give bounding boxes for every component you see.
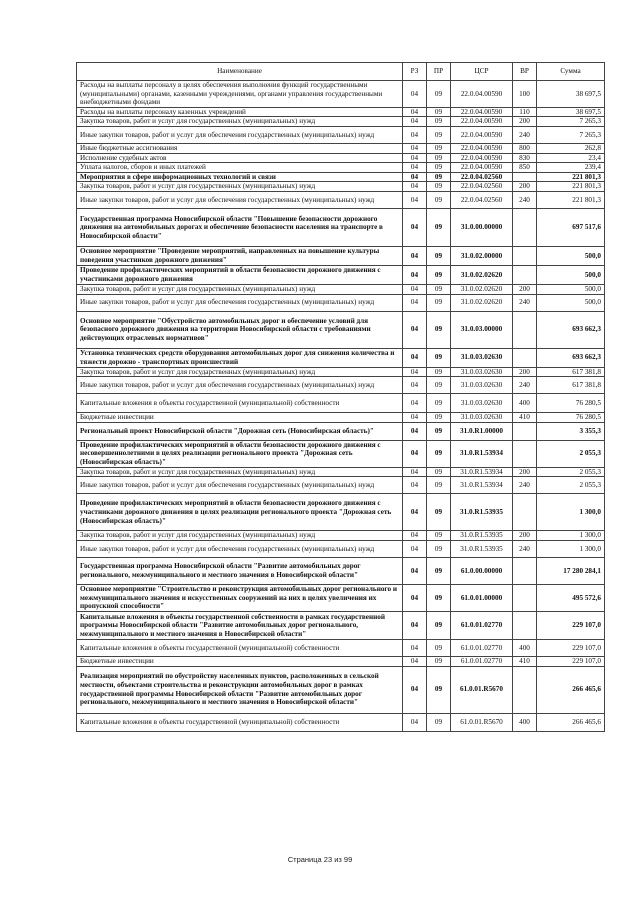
cell-csr: 61.0.01.02770 <box>451 639 513 656</box>
cell-csr: 22.0.04.02560 <box>451 182 513 192</box>
cell-name: Государственная программа Новосибирской области "Повышение безопасности дорожного движения на автомобильных дорогах и обеспечение безопасности населения на транспорте в Новосибирской области" <box>77 208 403 246</box>
table-row <box>77 440 605 467</box>
table-row <box>77 294 605 311</box>
cell-vr <box>513 311 537 348</box>
cell-name: Закупка товаров, работ и услуг для государственных (муниципальных) нужд <box>77 182 403 192</box>
cell-name: Капитальные вложения в объекты государственной (муниципальной) собственности <box>77 394 403 413</box>
cell-csr: 31.0.R1.53934 <box>451 477 513 494</box>
cell-sum: 617 381,8 <box>537 367 605 377</box>
cell-sum: 1 300,0 <box>537 540 605 557</box>
cell-name: Закупка товаров, работ и услуг для государственных (муниципальных) нужд <box>77 117 403 127</box>
cell-csr: 31.0.02.02620 <box>451 265 513 284</box>
cell-name: Закупка товаров, работ и услуг для государственных (муниципальных) нужд <box>77 467 403 477</box>
cell-pr: 09 <box>427 311 451 348</box>
table-row <box>77 208 605 246</box>
cell-csr: 31.0.R1.53934 <box>451 467 513 477</box>
cell-sum: 266 465,6 <box>537 666 605 713</box>
cell-csr: 22.0.04.00590 <box>451 126 513 143</box>
cell-rz: 04 <box>403 584 427 611</box>
cell-name: Проведение профилактических мероприятий в области безопасности дорожного движения с участниками дорожного движения <box>77 265 403 284</box>
cell-csr: 61.0.01.02770 <box>451 611 513 639</box>
cell-csr: 22.0.04.02560 <box>451 191 513 208</box>
cell-sum: 1 300,0 <box>537 531 605 541</box>
cell-pr: 09 <box>427 440 451 467</box>
cell-sum: 38 697,5 <box>537 107 605 117</box>
cell-csr: 31.0.03.02630 <box>451 377 513 394</box>
cell-csr: 31.0.R1.53935 <box>451 494 513 531</box>
cell-csr: 31.0.03.02630 <box>451 413 513 423</box>
cell-rz: 04 <box>403 163 427 173</box>
table-row <box>77 531 605 541</box>
cell-csr: 22.0.04.02560 <box>451 172 513 182</box>
cell-name: Установка технических средств оборудования автомобильных дорог для снижения количества и тяжести дорожно - транспортных происшествий <box>77 348 403 367</box>
table-row <box>77 584 605 611</box>
cell-rz: 04 <box>403 153 427 163</box>
cell-pr: 09 <box>427 540 451 557</box>
cell-name: Капитальные вложения в объекты государственной (муниципальной) собственности <box>77 713 403 731</box>
cell-sum: 221 801,3 <box>537 172 605 182</box>
table-row <box>77 126 605 143</box>
cell-sum: 500,0 <box>537 265 605 284</box>
table-row <box>77 163 605 173</box>
cell-name: Проведение профилактических мероприятий в области безопасности дорожного движения с несовершеннолетними в целях реализации регионального проекта "Дорожная сеть (Новосибирская область)" <box>77 440 403 467</box>
cell-name: Основное мероприятие "Обустройство автомобильных дорог и обеспечение условий для безопасного дорожного движения на территории Новосибирской области с требованиями действующих отраслевых нормативов" <box>77 311 403 348</box>
table-row <box>77 639 605 656</box>
cell-vr: 240 <box>513 126 537 143</box>
cell-name: Расходы на выплаты персоналу в целях обеспечения выполнения функций государственными (муниципальными) органами, казенными учреждениями, органами управления государственными внебюджетными фондами <box>77 81 403 108</box>
budget-table <box>76 62 605 732</box>
cell-vr: 200 <box>513 367 537 377</box>
cell-name: Капитальные вложения в объекты государственной (муниципальной) собственности <box>77 639 403 656</box>
cell-pr: 09 <box>427 494 451 531</box>
cell-vr: 200 <box>513 467 537 477</box>
table-row <box>77 182 605 192</box>
cell-vr: 200 <box>513 182 537 192</box>
cell-pr: 09 <box>427 126 451 143</box>
cell-vr: 240 <box>513 377 537 394</box>
cell-rz: 04 <box>403 208 427 246</box>
cell-vr: 850 <box>513 163 537 173</box>
cell-csr: 61.0.01.00000 <box>451 584 513 611</box>
cell-sum: 221 801,3 <box>537 191 605 208</box>
cell-rz: 04 <box>403 294 427 311</box>
table-row <box>77 246 605 265</box>
cell-name: Иные закупки товаров, работ и услуг для обеспечения государственных (муниципальных) нужд <box>77 294 403 311</box>
cell-vr: 240 <box>513 294 537 311</box>
cell-sum: 7 265,3 <box>537 117 605 127</box>
cell-pr: 09 <box>427 284 451 294</box>
cell-vr <box>513 440 537 467</box>
cell-rz: 04 <box>403 557 427 584</box>
cell-vr: 400 <box>513 639 537 656</box>
cell-csr: 31.0.R1.00000 <box>451 422 513 440</box>
cell-csr: 31.0.03.02630 <box>451 394 513 413</box>
cell-vr <box>513 666 537 713</box>
cell-sum: 617 381,8 <box>537 377 605 394</box>
cell-name: Капитальные вложения в объекты государственной собственности в рамках государственной программы Новосибирской области "Развитие автомобильных дорог регионального, межмуниципального и местного значения в Новосибирской области" <box>77 611 403 639</box>
page-number: Страница 23 из 99 <box>287 855 353 864</box>
cell-csr: 31.0.03.02630 <box>451 348 513 367</box>
cell-rz: 04 <box>403 611 427 639</box>
table-row <box>77 143 605 153</box>
cell-sum: 697 517,6 <box>537 208 605 246</box>
cell-pr: 09 <box>427 117 451 127</box>
header-vr: ВР <box>513 63 537 81</box>
cell-sum: 239,4 <box>537 163 605 173</box>
cell-pr: 09 <box>427 182 451 192</box>
cell-rz: 04 <box>403 107 427 117</box>
cell-pr: 09 <box>427 377 451 394</box>
cell-sum: 76 280,5 <box>537 394 605 413</box>
cell-pr: 09 <box>427 367 451 377</box>
cell-sum: 495 572,6 <box>537 584 605 611</box>
table-row <box>77 107 605 117</box>
header-name: Наименование <box>77 63 403 81</box>
table-row <box>77 81 605 108</box>
table-row <box>77 494 605 531</box>
cell-csr: 22.0.04.00590 <box>451 117 513 127</box>
table-row <box>77 367 605 377</box>
cell-sum: 17 280 284,1 <box>537 557 605 584</box>
cell-name: Региональный проект Новосибирской области "Дорожная сеть (Новосибирская область)" <box>77 422 403 440</box>
cell-csr: 22.0.04.00590 <box>451 143 513 153</box>
table-row <box>77 666 605 713</box>
table-row <box>77 467 605 477</box>
cell-sum: 221 801,3 <box>537 182 605 192</box>
cell-pr: 09 <box>427 107 451 117</box>
table-row <box>77 191 605 208</box>
cell-sum: 229 107,0 <box>537 639 605 656</box>
header-pr: ПР <box>427 63 451 81</box>
cell-pr: 09 <box>427 394 451 413</box>
table-row <box>77 611 605 639</box>
cell-pr: 09 <box>427 143 451 153</box>
cell-sum: 2 055,3 <box>537 467 605 477</box>
cell-rz: 04 <box>403 246 427 265</box>
cell-pr: 09 <box>427 294 451 311</box>
cell-name: Иные закупки товаров, работ и услуг для обеспечения государственных (муниципальных) нужд <box>77 126 403 143</box>
cell-csr: 31.0.02.00000 <box>451 246 513 265</box>
cell-rz: 04 <box>403 422 427 440</box>
cell-vr: 100 <box>513 81 537 108</box>
cell-rz: 04 <box>403 656 427 666</box>
cell-vr <box>513 208 537 246</box>
table-row <box>77 413 605 423</box>
cell-name: Бюджетные инвестиции <box>77 656 403 666</box>
cell-vr: 240 <box>513 477 537 494</box>
cell-vr: 800 <box>513 143 537 153</box>
table-row <box>77 348 605 367</box>
cell-vr: 240 <box>513 191 537 208</box>
cell-pr: 09 <box>427 713 451 731</box>
cell-vr: 110 <box>513 107 537 117</box>
cell-vr: 200 <box>513 531 537 541</box>
cell-rz: 04 <box>403 467 427 477</box>
table-row <box>77 153 605 163</box>
cell-sum: 1 300,0 <box>537 494 605 531</box>
cell-csr: 22.0.04.00590 <box>451 81 513 108</box>
cell-vr <box>513 611 537 639</box>
cell-pr: 09 <box>427 666 451 713</box>
cell-rz: 04 <box>403 182 427 192</box>
cell-rz: 04 <box>403 191 427 208</box>
header-rz: РЗ <box>403 63 427 81</box>
cell-name: Расходы на выплаты персоналу казенных учреждений <box>77 107 403 117</box>
cell-vr <box>513 246 537 265</box>
cell-vr <box>513 584 537 611</box>
cell-name: Государственная программа Новосибирской области "Развитие автомобильных дорог регионального, межмуниципального и местного значения в Новосибирской области" <box>77 557 403 584</box>
cell-vr: 830 <box>513 153 537 163</box>
table-row <box>77 394 605 413</box>
cell-vr: 200 <box>513 117 537 127</box>
cell-csr: 31.0.03.02630 <box>451 367 513 377</box>
cell-vr: 400 <box>513 713 537 731</box>
table-row <box>77 656 605 666</box>
table-row <box>77 557 605 584</box>
cell-sum: 2 055,3 <box>537 440 605 467</box>
cell-pr: 09 <box>427 208 451 246</box>
table-row <box>77 540 605 557</box>
cell-sum: 38 697,5 <box>537 81 605 108</box>
cell-rz: 04 <box>403 284 427 294</box>
table-body <box>77 81 605 732</box>
cell-rz: 04 <box>403 413 427 423</box>
cell-rz: 04 <box>403 639 427 656</box>
cell-pr: 09 <box>427 557 451 584</box>
cell-csr: 31.0.R1.53934 <box>451 440 513 467</box>
cell-name: Основное мероприятие "Строительство и реконструкция автомобильных дорог регионального и межмуниципального значения и искусственных сооружений на них в целях увеличения их пропускной способности" <box>77 584 403 611</box>
cell-name: Уплата налогов, сборов и иных платежей <box>77 163 403 173</box>
cell-name: Закупка товаров, работ и услуг для государственных (муниципальных) нужд <box>77 367 403 377</box>
cell-pr: 09 <box>427 348 451 367</box>
cell-sum: 229 107,0 <box>537 656 605 666</box>
cell-sum: 76 280,5 <box>537 413 605 423</box>
cell-sum: 266 465,6 <box>537 713 605 731</box>
cell-rz: 04 <box>403 143 427 153</box>
cell-name: Иные бюджетные ассигнования <box>77 143 403 153</box>
table-row <box>77 172 605 182</box>
cell-vr: 400 <box>513 394 537 413</box>
cell-csr: 22.0.04.00590 <box>451 107 513 117</box>
cell-pr: 09 <box>427 413 451 423</box>
cell-vr: 200 <box>513 284 537 294</box>
cell-pr: 09 <box>427 265 451 284</box>
cell-rz: 04 <box>403 494 427 531</box>
cell-csr: 61.0.01.R5670 <box>451 713 513 731</box>
cell-pr: 09 <box>427 163 451 173</box>
cell-pr: 09 <box>427 246 451 265</box>
cell-name: Бюджетные инвестиции <box>77 413 403 423</box>
cell-name: Реализация мероприятий по обустройству населенных пунктов, расположенных в сельской местности, объектами строительства и реконструкции автомобильных дорог в рамках государственной программы Новосибирской области "Развитие автомобильных дорог регионального, межмуниципального и местного значения в Новосибирской области" <box>77 666 403 713</box>
cell-pr: 09 <box>427 153 451 163</box>
cell-sum: 693 662,3 <box>537 311 605 348</box>
cell-vr <box>513 422 537 440</box>
cell-name: Закупка товаров, работ и услуг для государственных (муниципальных) нужд <box>77 284 403 294</box>
cell-sum: 229 107,0 <box>537 611 605 639</box>
cell-pr: 09 <box>427 81 451 108</box>
cell-csr: 31.0.02.02620 <box>451 284 513 294</box>
cell-rz: 04 <box>403 531 427 541</box>
table-row <box>77 117 605 127</box>
cell-pr: 09 <box>427 639 451 656</box>
cell-name: Иные закупки товаров, работ и услуг для обеспечения государственных (муниципальных) нужд <box>77 540 403 557</box>
cell-rz: 04 <box>403 477 427 494</box>
cell-sum: 500,0 <box>537 284 605 294</box>
cell-rz: 04 <box>403 117 427 127</box>
cell-vr <box>513 494 537 531</box>
table-row <box>77 265 605 284</box>
cell-pr: 09 <box>427 656 451 666</box>
cell-rz: 04 <box>403 713 427 731</box>
cell-csr: 61.0.01.02770 <box>451 656 513 666</box>
cell-pr: 09 <box>427 191 451 208</box>
cell-sum: 500,0 <box>537 246 605 265</box>
cell-pr: 09 <box>427 531 451 541</box>
cell-vr <box>513 557 537 584</box>
cell-sum: 3 355,3 <box>537 422 605 440</box>
cell-rz: 04 <box>403 81 427 108</box>
cell-name: Проведение профилактических мероприятий в области безопасности дорожного движения с участниками дорожного движения в целях реализации регионального проекта "Дорожная сеть (Новосибирская область)" <box>77 494 403 531</box>
cell-sum: 693 662,3 <box>537 348 605 367</box>
cell-sum: 500,0 <box>537 294 605 311</box>
table-header-row <box>77 63 605 81</box>
cell-csr: 31.0.03.00000 <box>451 311 513 348</box>
table-row <box>77 422 605 440</box>
cell-pr: 09 <box>427 422 451 440</box>
table-row <box>77 477 605 494</box>
cell-pr: 09 <box>427 467 451 477</box>
cell-vr: 410 <box>513 656 537 666</box>
cell-name: Иные закупки товаров, работ и услуг для обеспечения государственных (муниципальных) нужд <box>77 377 403 394</box>
cell-rz: 04 <box>403 666 427 713</box>
cell-rz: 04 <box>403 540 427 557</box>
cell-rz: 04 <box>403 440 427 467</box>
cell-csr: 31.0.00.00000 <box>451 208 513 246</box>
header-csr: ЦСР <box>451 63 513 81</box>
cell-pr: 09 <box>427 172 451 182</box>
cell-rz: 04 <box>403 126 427 143</box>
cell-sum: 262,8 <box>537 143 605 153</box>
cell-csr: 61.0.01.R5670 <box>451 666 513 713</box>
cell-csr: 31.0.02.02620 <box>451 294 513 311</box>
cell-sum: 23,4 <box>537 153 605 163</box>
cell-name: Закупка товаров, работ и услуг для государственных (муниципальных) нужд <box>77 531 403 541</box>
cell-vr: 240 <box>513 540 537 557</box>
cell-rz: 04 <box>403 348 427 367</box>
cell-rz: 04 <box>403 377 427 394</box>
cell-rz: 04 <box>403 311 427 348</box>
cell-csr: 22.0.04.00590 <box>451 163 513 173</box>
cell-csr: 31.0.R1.53935 <box>451 531 513 541</box>
cell-vr <box>513 265 537 284</box>
cell-sum: 2 055,3 <box>537 477 605 494</box>
cell-vr <box>513 348 537 367</box>
header-sum: Сумма <box>537 63 605 81</box>
cell-vr: 410 <box>513 413 537 423</box>
table-row <box>77 377 605 394</box>
cell-vr <box>513 172 537 182</box>
table-row <box>77 311 605 348</box>
cell-pr: 09 <box>427 611 451 639</box>
cell-pr: 09 <box>427 584 451 611</box>
cell-name: Иные закупки товаров, работ и услуг для обеспечения государственных (муниципальных) нужд <box>77 191 403 208</box>
cell-csr: 22.0.04.00590 <box>451 153 513 163</box>
cell-name: Исполнение судебных актов <box>77 153 403 163</box>
cell-rz: 04 <box>403 394 427 413</box>
cell-name: Мероприятия в сфере информационных технологий и связи <box>77 172 403 182</box>
cell-csr: 61.0.00.00000 <box>451 557 513 584</box>
table-row <box>77 284 605 294</box>
cell-rz: 04 <box>403 172 427 182</box>
cell-pr: 09 <box>427 477 451 494</box>
table-row <box>77 713 605 731</box>
cell-sum: 7 265,3 <box>537 126 605 143</box>
cell-name: Основное мероприятие "Проведение мероприятий, направленных на повышение культуры поведения участников дорожного движения" <box>77 246 403 265</box>
cell-csr: 31.0.R1.53935 <box>451 540 513 557</box>
cell-rz: 04 <box>403 265 427 284</box>
cell-name: Иные закупки товаров, работ и услуг для обеспечения государственных (муниципальных) нужд <box>77 477 403 494</box>
cell-rz: 04 <box>403 367 427 377</box>
